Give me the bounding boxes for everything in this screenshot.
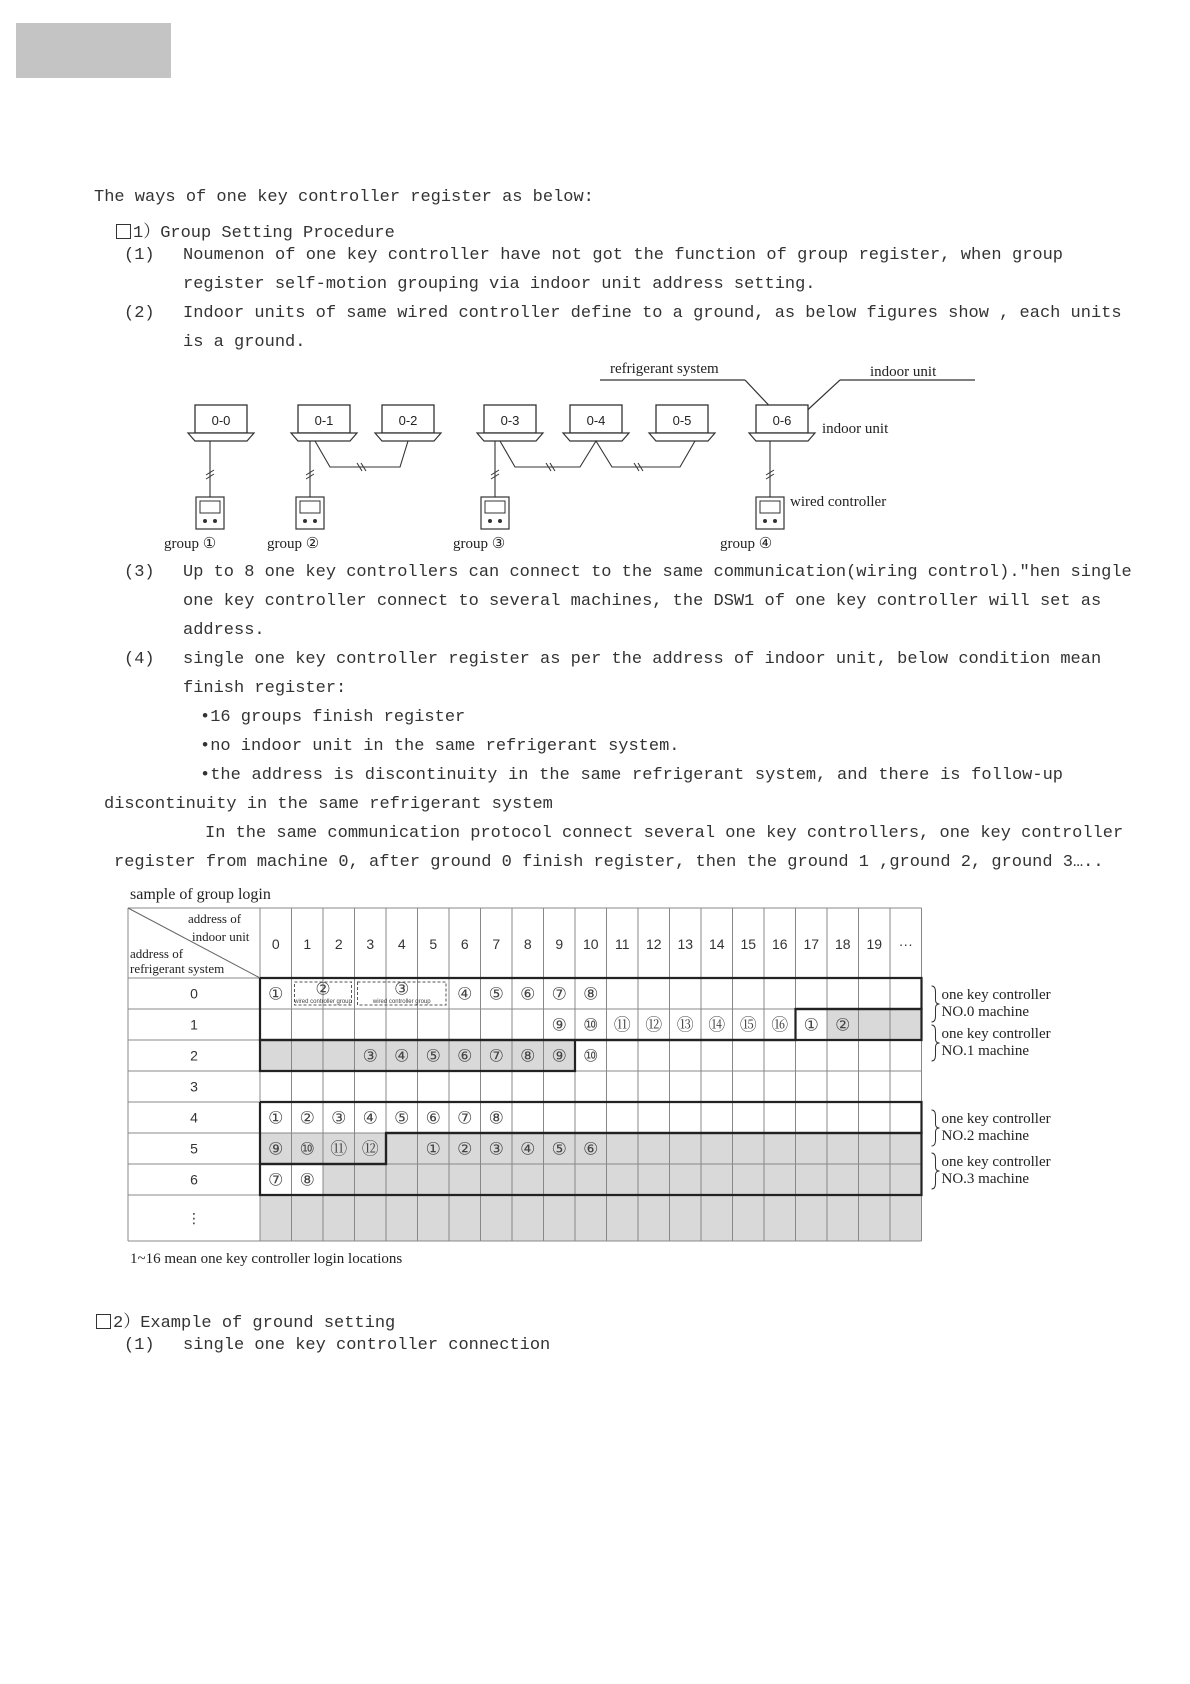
row-header: 3 <box>190 1078 198 1095</box>
login-location-mark: ⑦ <box>268 1170 284 1190</box>
svg-text:0-3: 0-3 <box>500 413 520 428</box>
item4-bullet1: •16 groups finish register <box>200 708 466 727</box>
wired-controller-icon <box>196 497 224 529</box>
machine-label-line1: one key controller <box>941 1026 1051 1042</box>
indoor-unit-0-5 <box>649 405 715 441</box>
indoor-unit-0-6 <box>749 405 815 441</box>
login-location-mark: ⑩ <box>583 1046 599 1066</box>
svg-text:0-2: 0-2 <box>398 413 418 428</box>
col-header: 0 <box>271 936 280 952</box>
corner-indoor-address-2: indoor unit <box>192 929 250 944</box>
col-header: 14 <box>708 936 725 952</box>
col-header: 11 <box>614 936 630 952</box>
item3-line2: one key controller connect to several machines, the DSW1 of one key controller will set as <box>183 592 1102 611</box>
col-header: 5 <box>429 936 438 952</box>
section2-item1-text: single one key controller connection <box>183 1336 551 1355</box>
machine-label-line1: one key controller <box>941 987 1051 1003</box>
corner-indoor-address: address of <box>188 911 242 926</box>
col-header: 10 <box>582 936 599 952</box>
login-location-mark: ② <box>299 1108 315 1128</box>
col-header: 9 <box>555 936 564 952</box>
login-location-mark: ⑨ <box>551 1015 567 1035</box>
group-4-label: group ④ <box>720 536 773 552</box>
section1-title-text: 1）Group Setting Procedure <box>133 224 395 243</box>
group-2-label: group ② <box>267 536 320 552</box>
login-location-mark: ⑤ <box>488 984 504 1004</box>
login-location-mark: ① <box>425 1139 441 1159</box>
col-header: 6 <box>460 936 469 952</box>
login-location-mark: ⑧ <box>583 984 599 1004</box>
login-location-mark: ⑩ <box>299 1139 315 1159</box>
brace-icon <box>932 1025 940 1061</box>
brace-icon <box>932 1153 940 1189</box>
col-header: ··· <box>898 936 913 952</box>
item4-bullet2: •no indoor unit in the same refrigerant system. <box>200 737 680 756</box>
login-location-mark: ⑥ <box>425 1108 441 1128</box>
col-header: 4 <box>397 936 406 952</box>
login-location-mark: ⑫ <box>645 1015 663 1035</box>
corner-refrigerant-address: address of <box>130 946 184 961</box>
indoor-unit-top-label: indoor unit <box>870 364 937 380</box>
login-location-mark: ⑥ <box>520 984 536 1004</box>
col-header: 18 <box>834 936 851 952</box>
machine-label-line2: NO.2 machine <box>941 1128 1029 1144</box>
login-location-mark: ⑤ <box>551 1139 567 1159</box>
item4-bullet3-cont: discontinuity in the same refrigerant system <box>104 795 553 814</box>
login-location-mark: ⑦ <box>488 1046 504 1066</box>
col-header: 3 <box>366 936 375 952</box>
row-header: ⋮ <box>187 1210 201 1226</box>
item1-num: (1) <box>124 246 155 265</box>
login-location-mark: ⑪ <box>330 1139 348 1159</box>
login-location-mark: ⑨ <box>551 1046 567 1066</box>
para1: In the same communication protocol connect several one key controllers, one key controller <box>205 824 1124 843</box>
login-location-mark: ④ <box>457 984 473 1004</box>
row-header: 6 <box>190 1171 198 1188</box>
col-header: 13 <box>677 936 694 952</box>
intro-text: The ways of one key controller register as below: <box>94 188 594 207</box>
section1-title <box>116 217 395 243</box>
svg-text:0-5: 0-5 <box>672 413 692 428</box>
item4-line1: single one key controller register as per the address of indoor unit, below condition mean <box>183 650 1102 669</box>
login-location-mark: ⑬ <box>676 1015 694 1035</box>
col-header: 19 <box>866 936 883 952</box>
wired-controller-icon <box>296 497 324 529</box>
refrigerant-system-label: refrigerant system <box>610 361 719 377</box>
login-location-mark: ③ <box>362 1046 378 1066</box>
svg-text:0-6: 0-6 <box>772 413 792 428</box>
login-location-mark: ⑭ <box>708 1015 726 1035</box>
wired-controller-label: wired controller <box>790 494 887 510</box>
indoor-unit-0-0 <box>188 405 254 441</box>
group-diagram <box>150 355 1000 560</box>
indoor-unit-0-2 <box>375 405 441 441</box>
login-location-mark: ⑥ <box>457 1046 473 1066</box>
col-header: 17 <box>803 936 820 952</box>
row-header: 5 <box>190 1140 198 1157</box>
login-location-mark: ⑪ <box>613 1015 631 1035</box>
svg-text:0-4: 0-4 <box>586 413 606 428</box>
table-footnote: 1~16 mean one key controller login locations <box>130 1251 403 1267</box>
row-header: 2 <box>190 1047 198 1064</box>
login-location-mark: ⑦ <box>551 984 567 1004</box>
item1-line2: register self-motion grouping via indoor unit address setting. <box>183 275 816 294</box>
item1-line1: Noumenon of one key controller have not got the function of group register, when group <box>183 246 1063 265</box>
login-location-mark: ① <box>268 984 284 1004</box>
row-header: 4 <box>190 1109 198 1126</box>
para2: register from machine 0, after ground 0 finish register, then the ground 1 ,ground 2, ground 3….. <box>114 853 1104 872</box>
login-location-mark: ⑩ <box>583 1015 599 1035</box>
login-location-mark: ⑮ <box>739 1015 757 1035</box>
section2-title-text: 2）Example of ground setting <box>113 1314 396 1333</box>
login-location-mark: ② <box>315 979 331 999</box>
login-location-mark: ⑧ <box>520 1046 536 1066</box>
col-header: 8 <box>523 936 532 952</box>
svg-text:0-0: 0-0 <box>211 413 231 428</box>
item4-bullet3: •the address is discontinuity in the same refrigerant system, and there is follow-up <box>200 766 1063 785</box>
section2-title <box>96 1307 395 1333</box>
col-header: 1 <box>303 936 312 952</box>
group-1-label: group ① <box>164 536 217 552</box>
item4-line2: finish register: <box>183 679 347 698</box>
login-location-mark: ⑧ <box>488 1108 504 1128</box>
row-header: 0 <box>190 985 198 1002</box>
section2-item1-num: (1) <box>124 1336 155 1355</box>
machine-label-line1: one key controller <box>941 1111 1051 1127</box>
item3-line3: address. <box>183 621 265 640</box>
wired-group-label: wired controller group <box>294 999 352 1005</box>
item2-line2: is a ground. <box>183 333 306 352</box>
login-location-mark: ① <box>803 1015 819 1035</box>
checkbox-icon <box>116 224 131 239</box>
corner-refrigerant-address-2: refrigerant system <box>130 961 225 976</box>
machine-label-line2: NO.3 machine <box>941 1171 1029 1187</box>
machine-label-line1: one key controller <box>941 1154 1051 1170</box>
login-location-mark: ① <box>268 1108 284 1128</box>
login-location-mark: ⑤ <box>394 1108 410 1128</box>
login-location-mark: ④ <box>394 1046 410 1066</box>
col-header: 2 <box>334 936 343 952</box>
login-location-mark: ⑫ <box>361 1139 379 1159</box>
indoor-unit-label: indoor unit <box>822 421 889 437</box>
item2-line1: Indoor units of same wired controller define to a ground, as below figures show , each units <box>183 304 1122 323</box>
item2-num: (2) <box>124 304 155 323</box>
login-location-mark: ⑧ <box>299 1170 315 1190</box>
login-location-mark: ② <box>835 1015 851 1035</box>
col-header: 12 <box>645 936 662 952</box>
wired-controller-icon <box>481 497 509 529</box>
indoor-unit-0-1 <box>291 405 357 441</box>
login-location-mark: ⑦ <box>457 1108 473 1128</box>
item3-num: (3) <box>124 563 155 582</box>
indoor-unit-0-3 <box>477 405 543 441</box>
col-header: 16 <box>771 936 788 952</box>
group-3-label: group ③ <box>453 536 506 552</box>
login-location-mark: ④ <box>362 1108 378 1128</box>
login-location-mark: ⑤ <box>425 1046 441 1066</box>
login-location-mark: ⑯ <box>771 1015 789 1035</box>
login-location-mark: ② <box>457 1139 473 1159</box>
col-header: 15 <box>740 936 757 952</box>
checkbox-icon <box>96 1314 111 1329</box>
svg-text:0-1: 0-1 <box>314 413 334 428</box>
login-location-mark: ③ <box>394 979 410 999</box>
login-location-mark: ⑥ <box>583 1139 599 1159</box>
item4-num: (4) <box>124 650 155 669</box>
item3-line1: Up to 8 one key controllers can connect to the same communication(wiring control)."hen single <box>183 563 1132 582</box>
table-caption: sample of group login <box>130 886 271 903</box>
wired-controller-icon <box>756 497 784 529</box>
brace-icon <box>932 986 940 1022</box>
login-location-mark: ④ <box>520 1139 536 1159</box>
wired-group-label: wired controller group <box>372 999 431 1005</box>
login-location-mark: ⑨ <box>268 1139 284 1159</box>
login-location-mark: ③ <box>331 1108 347 1128</box>
machine-label-line2: NO.0 machine <box>941 1004 1029 1020</box>
group-login-table <box>100 900 1120 1280</box>
brace-icon <box>932 1110 940 1146</box>
col-header: 7 <box>492 936 501 952</box>
header-gray-block <box>16 23 171 78</box>
machine-label-line2: NO.1 machine <box>941 1043 1029 1059</box>
login-location-mark: ③ <box>488 1139 504 1159</box>
row-header: 1 <box>190 1016 198 1033</box>
indoor-unit-0-4 <box>563 405 629 441</box>
